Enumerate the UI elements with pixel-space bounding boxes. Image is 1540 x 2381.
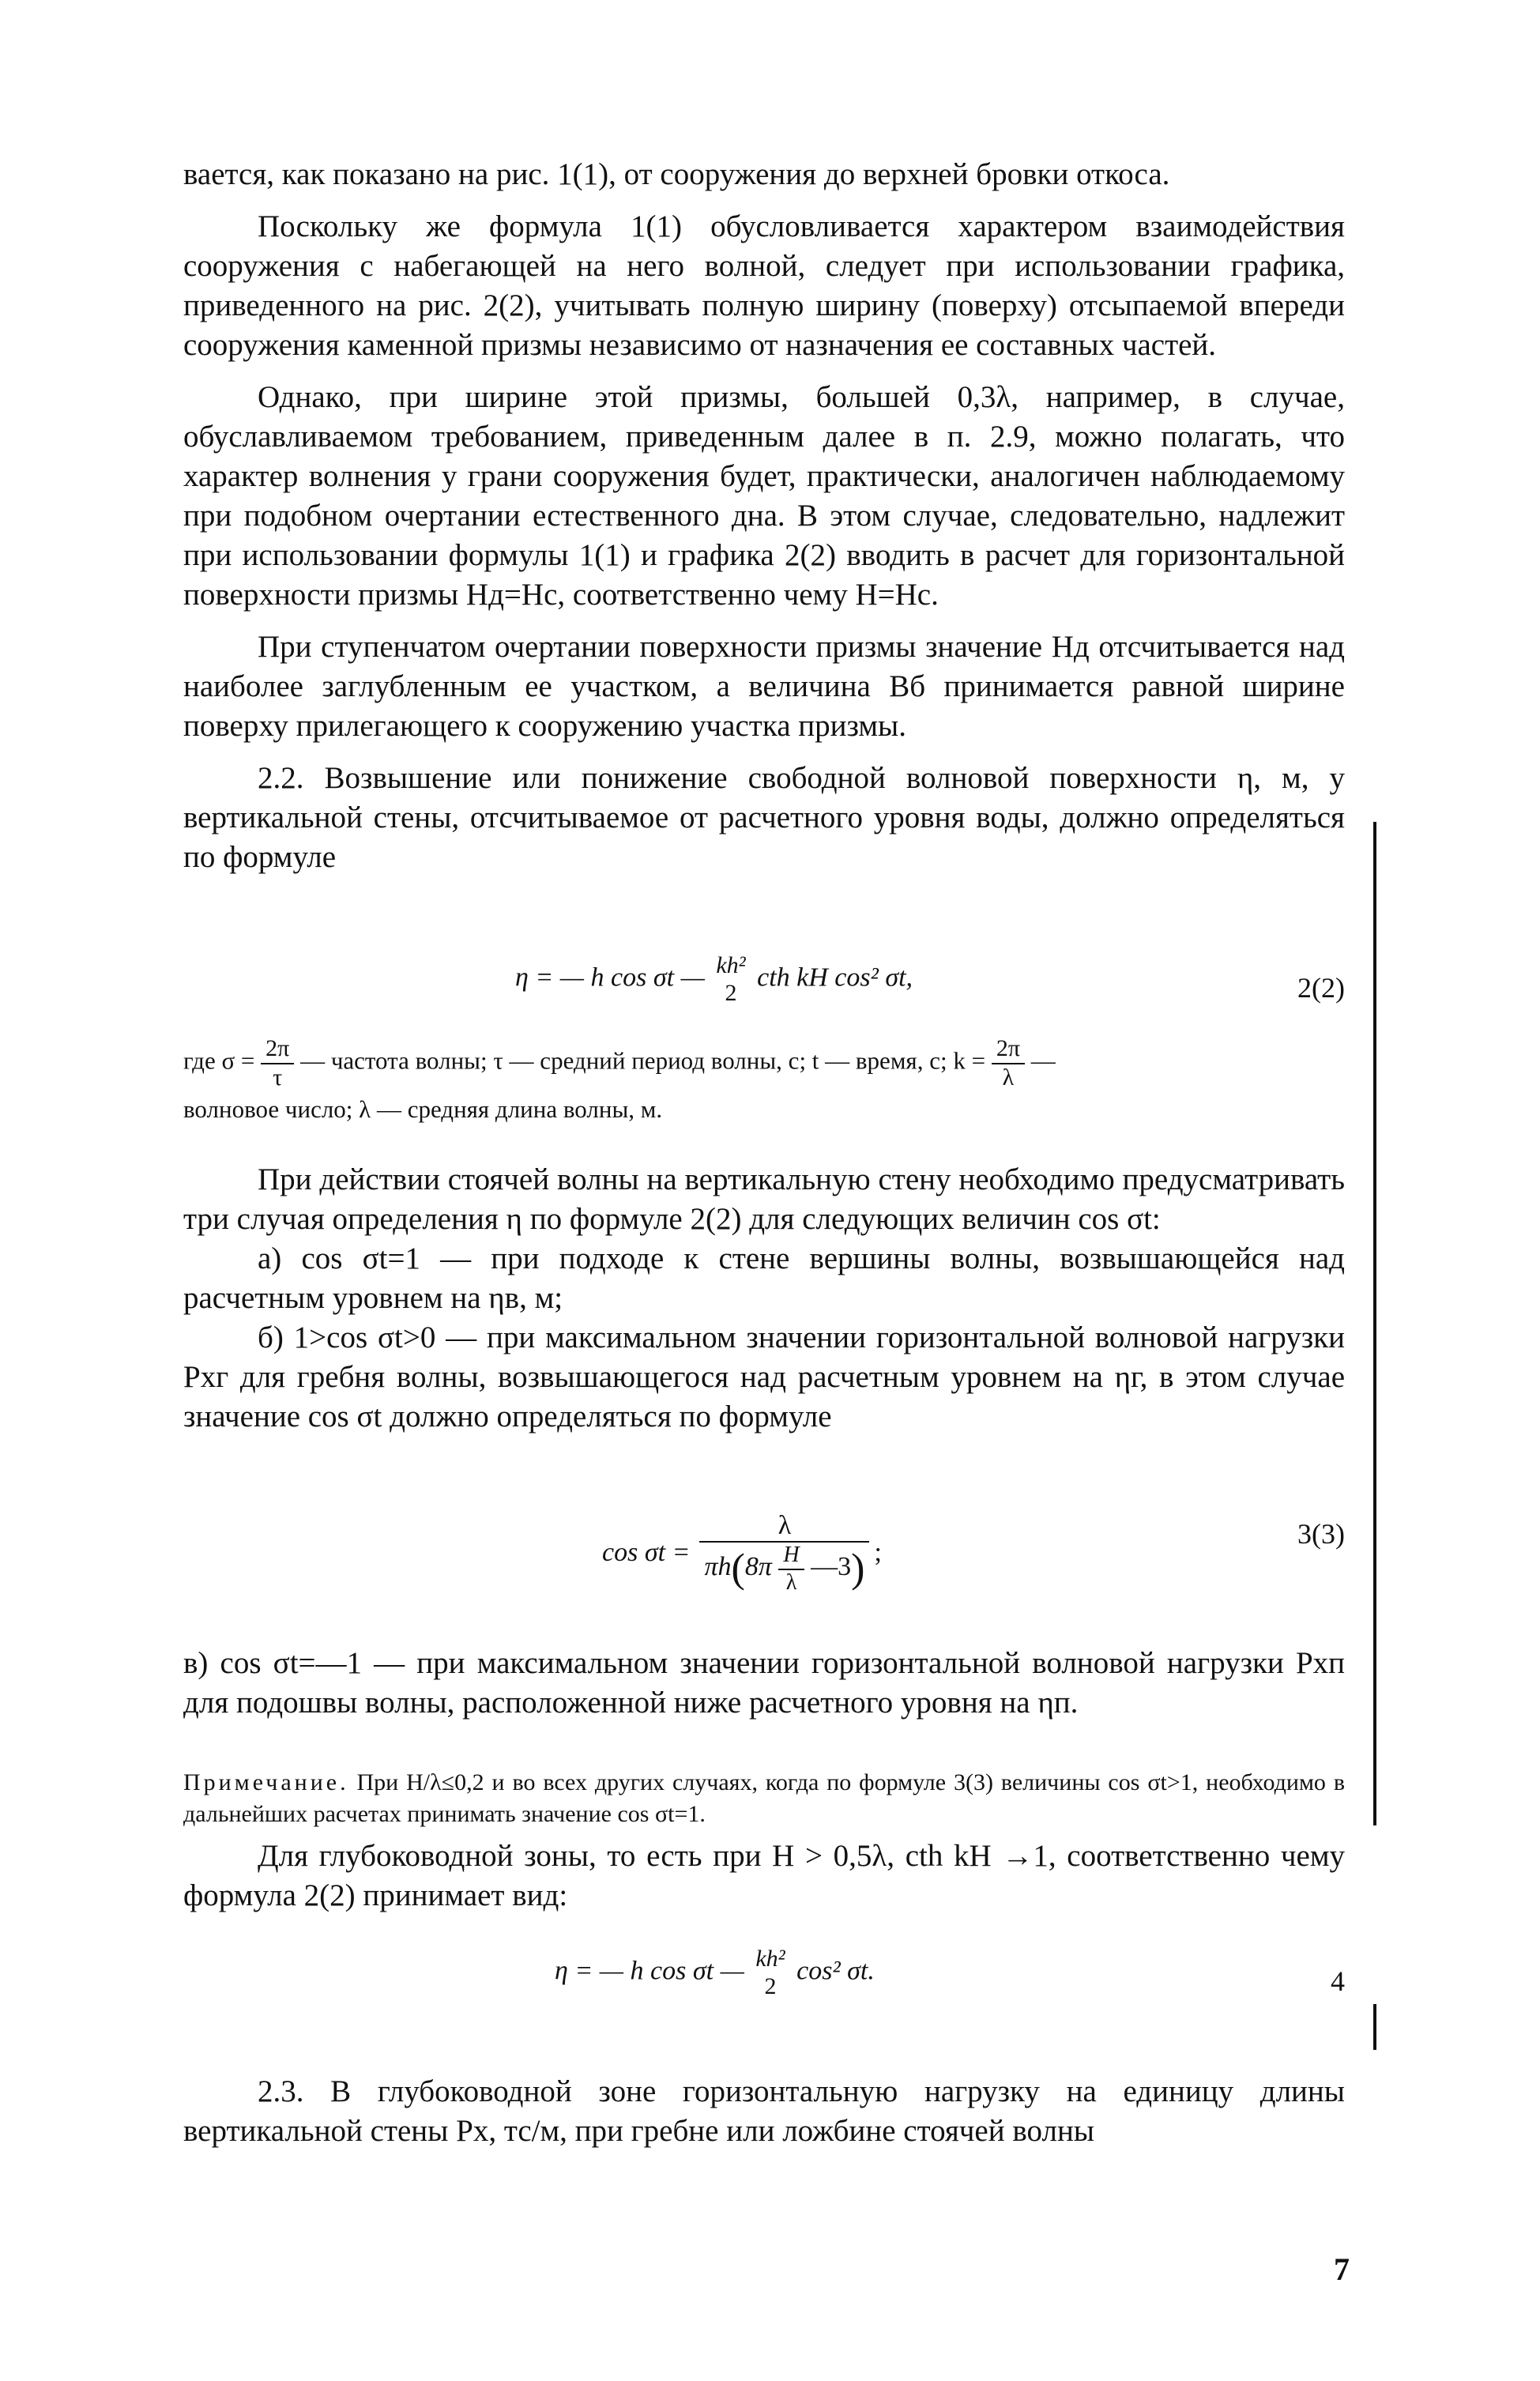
formula-3-3-numerator: λ xyxy=(699,1510,869,1543)
case-a: а) cos σt=1 — при подходе к стене вершины волны, возвышающейся над расчетным уровнем на ηв, м; xyxy=(183,1241,1345,1315)
formula-3-3 xyxy=(183,1494,1345,1620)
paragraph-3: Однако, при ширине этой призмы, большей 0,3λ, например, в случае, обуславливаемом требованием, приведенным далее в п. 2.9, можно полагать, что характер волнения у грани сооружения будет, практически, аналогичен наблюдаемому при подобном очертании естественного дна. В этом случае, следовательно, надлежит при использовании формулы 1(1) и графика 2(2) вводить в расчет для горизонтальной поверхности призмы Hд=Hс, соответственно чему H=Hс. xyxy=(183,380,1345,612)
k-fraction xyxy=(992,1035,1025,1091)
formula-2-2-denominator: 2 xyxy=(725,979,737,1006)
note-block xyxy=(183,1767,1345,1830)
formula-2-2-lhs: η = — h cos σt — xyxy=(515,963,705,993)
text-block-deep-water xyxy=(183,1837,1345,1916)
text-block-case-v xyxy=(183,1644,1345,1723)
paragraph-2: Поскольку же формула 1(1) обусловливается характером взаимодействия сооружения с набегающей на него волной, следует при использовании графика, приведенного на рис. 2(2), учитывать полную ширину (поверху) отсыпаемой впереди сооружения каменной призмы независимо от назначения ее составных частей. xyxy=(183,209,1345,362)
formula-4-number: 4 xyxy=(1331,1965,1345,1997)
formula-2-2-body xyxy=(515,952,913,1007)
paragraph-standing-wave: При действии стоячей волны на вертикальную стену необходимо предусматривать три случая определения η по формуле 2(2) для следующих величин cos σt: xyxy=(183,1162,1345,1236)
formula-3-3-fraction xyxy=(699,1510,869,1595)
paragraph-deep-water: Для глубоководной зоны, то есть при H > 0,5λ, cth kH →1, соответственно чему формула 2(2) принимает вид: xyxy=(183,1839,1345,1912)
note xyxy=(183,1767,1345,1830)
formula-2-2 xyxy=(183,944,1345,1031)
sigma-denominator: τ xyxy=(273,1064,283,1091)
formula-3-3-inner-fraction xyxy=(778,1543,804,1595)
formula-4-body xyxy=(555,1946,875,2000)
text-block-section-2-3 xyxy=(183,2072,1345,2151)
formula-4-lhs: η = — h cos σt — xyxy=(555,1956,744,1986)
k-denominator: λ xyxy=(1002,1064,1015,1091)
formula-3-3-number: 3(3) xyxy=(1297,1518,1345,1550)
margin-change-bar xyxy=(1373,822,1376,1825)
formula-3-3-denominator xyxy=(699,1543,869,1595)
formula-2-2-fraction xyxy=(711,952,750,1007)
formula-3-3-den-8pi: 8π xyxy=(744,1552,772,1582)
definitions-middle: — частота волны; τ — средний период волны, с; t — время, с; k = xyxy=(300,1046,986,1075)
note-text: При H/λ≤0,2 и во всех других случаях, когда по формуле 3(3) величины cos σt>1, необходимо в дальнейших расчетах принимать значение cos σt=1. xyxy=(183,1769,1345,1827)
paragraph-section-2-2: 2.2. Возвышение или понижение свободной волновой поверхности η, м, у вертикальной стены, отсчитываемое от расчетного уровня воды, должно определяться по формуле xyxy=(183,761,1345,874)
definitions-suffix: — xyxy=(1030,1046,1056,1075)
formula-3-3-right-paren: ) xyxy=(851,1546,865,1592)
text-block-top xyxy=(183,155,1345,877)
page-number: 7 xyxy=(1334,2251,1350,2287)
paragraph-section-2-3: 2.3. В глубоководной зоне горизонтальную нагрузку на единицу длины вертикальной стены Pх, тс/м, при гребне или ложбине стоячей волны xyxy=(183,2074,1345,2148)
formula-4-rhs: cos² σt. xyxy=(796,1956,875,1986)
formula-3-3-tail: ; xyxy=(874,1538,882,1567)
formula-4 xyxy=(183,1941,1345,2020)
formula-3-3-left-paren: ( xyxy=(731,1546,745,1592)
definitions-prefix: где σ = xyxy=(183,1046,255,1075)
formula-2-2-rhs: cth kH cos² σt, xyxy=(757,963,913,993)
formula-4-denominator: 2 xyxy=(764,1972,777,1999)
margin-change-bar-short xyxy=(1373,2004,1376,2050)
case-b: б) 1>cos σt>0 — при максимальном значении горизонтальной волновой нагрузки Pхг для гребня волны, возвышающегося над расчетным уровнем на ηг, в этом случае значение cos σt должно определяться по формуле xyxy=(183,1320,1345,1433)
formula-2-2-numerator: kh² xyxy=(716,952,746,978)
formula-4-numerator: kh² xyxy=(755,1946,785,1972)
formula-3-3-body xyxy=(602,1494,882,1612)
k-numerator: 2π xyxy=(992,1035,1025,1064)
definitions-line-2: волновое число; λ — средняя длина волны, м. xyxy=(183,1095,663,1123)
text-block-cases xyxy=(183,1160,1345,1437)
formula-2-2-number: 2(2) xyxy=(1297,972,1345,1004)
formula-4-fraction xyxy=(751,1946,789,2000)
definitions-line-1 xyxy=(183,1035,1345,1091)
formula-3-3-inner-denominator: λ xyxy=(785,1569,797,1595)
paragraph-1: вается, как показано на рис. 1(1), от сооружения до верхней бровки откоса. xyxy=(183,157,1170,191)
case-v: в) cos σt=—1 — при максимальном значении горизонтальной волновой нагрузки Pхп для подошвы волны, расположенной ниже расчетного уровня на ηп. xyxy=(183,1646,1345,1720)
note-label: Примечание. xyxy=(183,1769,349,1795)
sigma-fraction xyxy=(261,1035,294,1091)
formula-3-3-minus-three: —3 xyxy=(811,1552,852,1582)
formula-3-3-lhs: cos σt = xyxy=(602,1538,691,1567)
formula-3-3-den-prefix: πh xyxy=(704,1552,732,1582)
paragraph-4: При ступенчатом очертании поверхности призмы значение Hд отсчитывается над наиболее заглубленным ее участком, а величина Bб принимается равной ширине поверху прилегающего к сооружению участка призмы. xyxy=(183,630,1345,743)
sigma-numerator: 2π xyxy=(261,1035,294,1064)
formula-3-3-inner-numerator: H xyxy=(778,1543,804,1569)
definitions-block xyxy=(183,1035,1345,1128)
